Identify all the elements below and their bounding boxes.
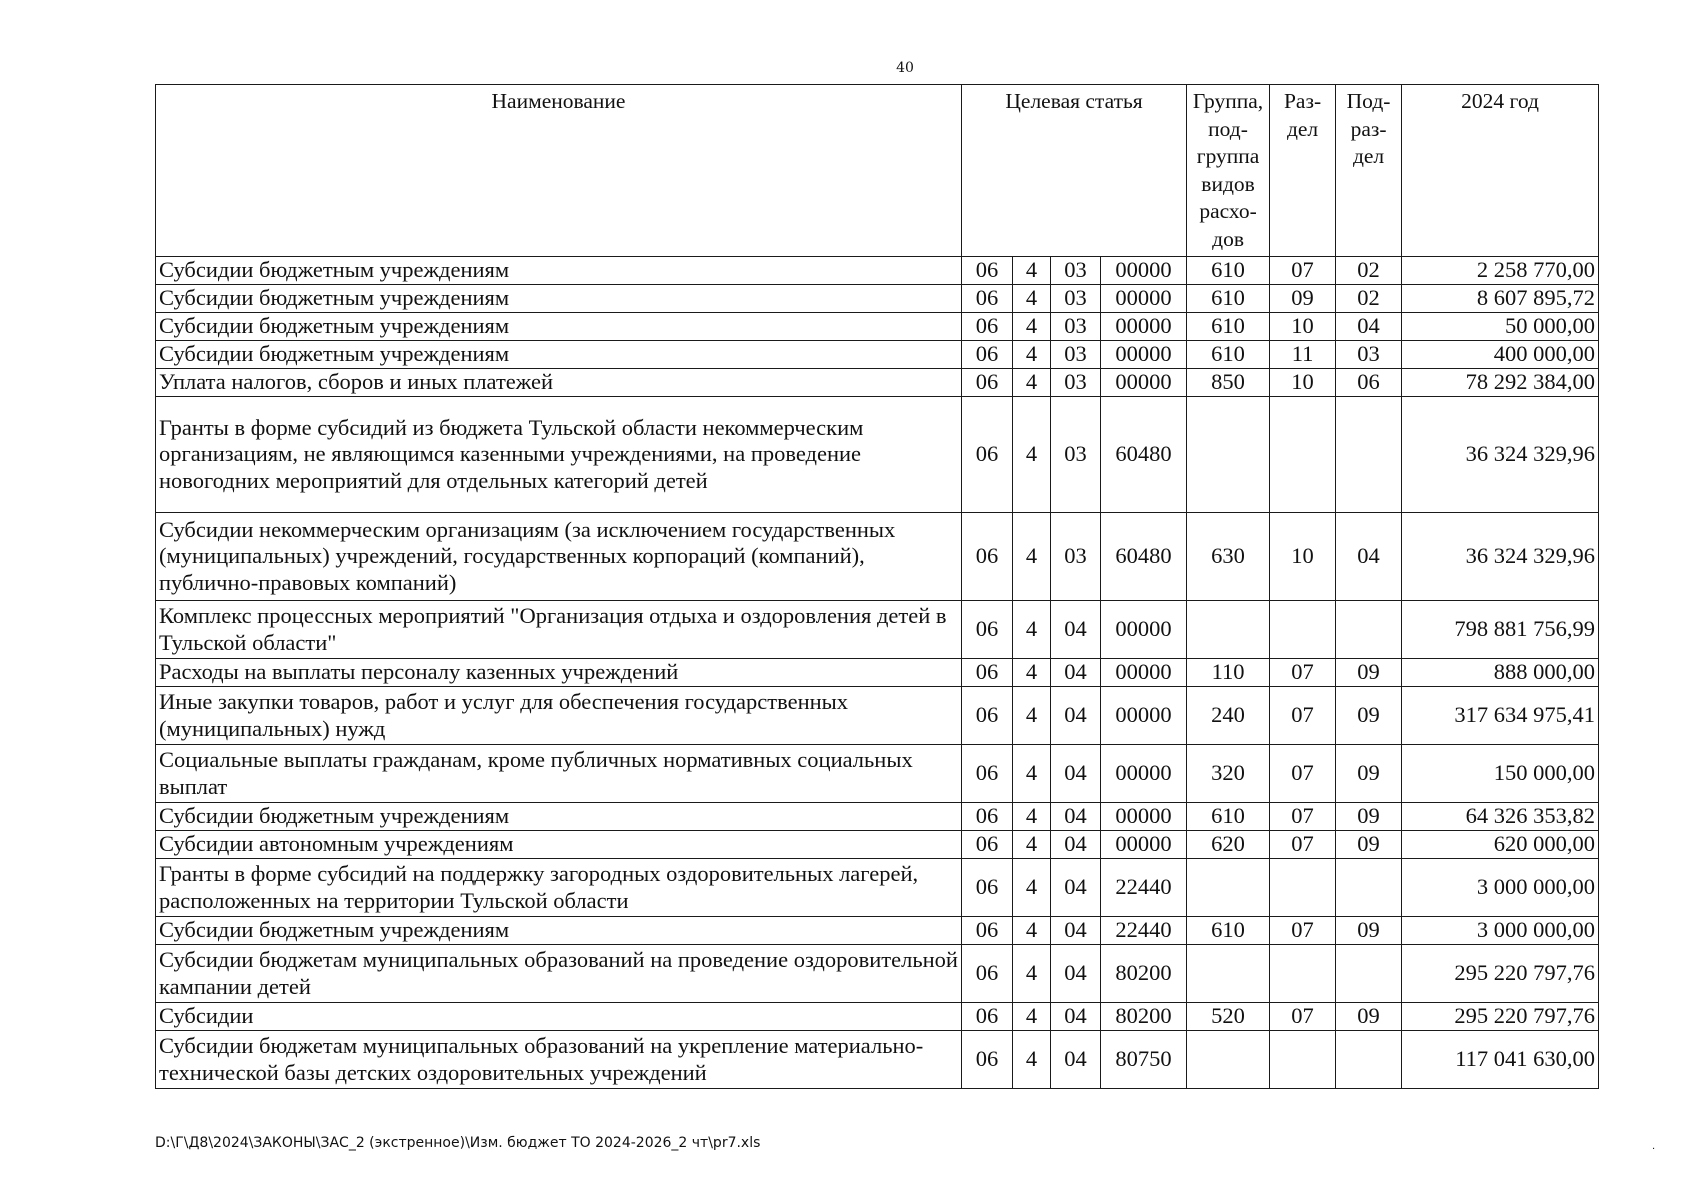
row-section: 07 — [1270, 1003, 1336, 1031]
row-expense-group — [1187, 945, 1270, 1003]
row-subsection — [1336, 945, 1402, 1003]
row-section: 10 — [1270, 313, 1336, 341]
row-target-type: 4 — [1013, 831, 1051, 859]
row-target-program: 06 — [962, 1003, 1013, 1031]
table-body — [156, 257, 1599, 1089]
row-amount: 8 607 895,72 — [1402, 285, 1599, 313]
row-expense-group: 610 — [1187, 917, 1270, 945]
row-target-type: 4 — [1013, 859, 1051, 917]
row-target-program: 06 — [962, 285, 1013, 313]
table-row — [156, 687, 1599, 745]
row-target-subprogram: 04 — [1051, 1003, 1101, 1031]
table-row — [156, 945, 1599, 1003]
row-expense-group — [1187, 859, 1270, 917]
row-target-type: 4 — [1013, 945, 1051, 1003]
row-amount: 400 000,00 — [1402, 341, 1599, 369]
row-target-direction: 80750 — [1101, 1031, 1187, 1089]
row-name: Субсидии бюджетным учреждениям — [156, 285, 962, 313]
row-target-program: 06 — [962, 313, 1013, 341]
table-row — [156, 659, 1599, 687]
row-subsection — [1336, 859, 1402, 917]
row-expense-group — [1187, 601, 1270, 659]
row-target-direction: 00000 — [1101, 341, 1187, 369]
row-name: Гранты в форме субсидий на поддержку загородных оздоровительных лагерей, расположенных на территории Тульской области — [156, 859, 962, 917]
row-amount: 3 000 000,00 — [1402, 917, 1599, 945]
row-amount: 295 220 797,76 — [1402, 1003, 1599, 1031]
row-expense-group: 610 — [1187, 313, 1270, 341]
row-target-type: 4 — [1013, 397, 1051, 513]
table-row — [156, 397, 1599, 513]
row-target-type: 4 — [1013, 745, 1051, 803]
row-target-subprogram: 03 — [1051, 285, 1101, 313]
table-row — [156, 859, 1599, 917]
row-target-subprogram: 04 — [1051, 601, 1101, 659]
row-name: Социальные выплаты гражданам, кроме публичных нормативных социальных выплат — [156, 745, 962, 803]
row-name: Уплата налогов, сборов и иных платежей — [156, 369, 962, 397]
row-target-type: 4 — [1013, 369, 1051, 397]
row-amount: 620 000,00 — [1402, 831, 1599, 859]
row-section: 11 — [1270, 341, 1336, 369]
row-target-program: 06 — [962, 803, 1013, 831]
row-target-direction: 00000 — [1101, 803, 1187, 831]
row-target-type: 4 — [1013, 687, 1051, 745]
row-subsection: 06 — [1336, 369, 1402, 397]
row-expense-group: 520 — [1187, 1003, 1270, 1031]
row-expense-group: 110 — [1187, 659, 1270, 687]
row-target-direction: 80200 — [1101, 1003, 1187, 1031]
row-target-program: 06 — [962, 859, 1013, 917]
file-path-footer: D:\Г\Д8\2024\ЗАКОНЫ\ЗАС_2 (экстренное)\Изм. бюджет ТО 2024-2026_2 чт\pr7.xls — [155, 1135, 761, 1151]
row-target-type: 4 — [1013, 1031, 1051, 1089]
row-target-type: 4 — [1013, 285, 1051, 313]
row-target-subprogram: 04 — [1051, 803, 1101, 831]
row-name: Субсидии — [156, 1003, 962, 1031]
row-section — [1270, 859, 1336, 917]
header-name: Наименование — [156, 85, 962, 257]
row-section — [1270, 397, 1336, 513]
row-target-direction: 00000 — [1101, 831, 1187, 859]
row-subsection: 09 — [1336, 687, 1402, 745]
row-section: 07 — [1270, 831, 1336, 859]
row-section: 10 — [1270, 513, 1336, 601]
row-target-subprogram: 04 — [1051, 945, 1101, 1003]
row-amount: 888 000,00 — [1402, 659, 1599, 687]
row-amount: 798 881 756,99 — [1402, 601, 1599, 659]
row-section: 07 — [1270, 917, 1336, 945]
row-section: 07 — [1270, 745, 1336, 803]
row-subsection: 02 — [1336, 257, 1402, 285]
row-name: Субсидии бюджетным учреждениям — [156, 803, 962, 831]
row-section: 07 — [1270, 687, 1336, 745]
row-target-type: 4 — [1013, 803, 1051, 831]
row-amount: 50 000,00 — [1402, 313, 1599, 341]
table-row — [156, 745, 1599, 803]
row-subsection: 04 — [1336, 313, 1402, 341]
table-row — [156, 917, 1599, 945]
row-subsection: 09 — [1336, 1003, 1402, 1031]
row-target-program: 06 — [962, 917, 1013, 945]
row-section — [1270, 1031, 1336, 1089]
row-target-direction: 00000 — [1101, 313, 1187, 341]
row-subsection — [1336, 397, 1402, 513]
row-target-direction: 00000 — [1101, 369, 1187, 397]
row-amount: 2 258 770,00 — [1402, 257, 1599, 285]
row-name: Субсидии бюджетным учреждениям — [156, 257, 962, 285]
row-target-direction: 00000 — [1101, 601, 1187, 659]
row-name: Субсидии автономным учреждениям — [156, 831, 962, 859]
row-name: Комплекс процессных мероприятий "Организация отдыха и оздоровления детей в Тульской области" — [156, 601, 962, 659]
row-target-program: 06 — [962, 257, 1013, 285]
row-target-subprogram: 04 — [1051, 745, 1101, 803]
row-name: Гранты в форме субсидий из бюджета Тульской области некоммерческим организациям, не являющимся казенными учреждениями, на проведение новогодних мероприятий для отдельных категорий детей — [156, 397, 962, 513]
table-row — [156, 831, 1599, 859]
row-target-subprogram: 03 — [1051, 397, 1101, 513]
row-section: 09 — [1270, 285, 1336, 313]
table-row — [156, 341, 1599, 369]
row-subsection: 03 — [1336, 341, 1402, 369]
row-expense-group: 610 — [1187, 257, 1270, 285]
row-subsection: 09 — [1336, 917, 1402, 945]
row-section — [1270, 945, 1336, 1003]
row-target-subprogram: 04 — [1051, 831, 1101, 859]
row-target-type: 4 — [1013, 601, 1051, 659]
row-amount: 36 324 329,96 — [1402, 397, 1599, 513]
row-section: 10 — [1270, 369, 1336, 397]
row-target-subprogram: 03 — [1051, 313, 1101, 341]
row-target-type: 4 — [1013, 1003, 1051, 1031]
table-row — [156, 1031, 1599, 1089]
row-target-direction: 00000 — [1101, 257, 1187, 285]
row-target-direction: 00000 — [1101, 745, 1187, 803]
row-expense-group: 620 — [1187, 831, 1270, 859]
row-expense-group: 850 — [1187, 369, 1270, 397]
header-section: Раз- дел — [1270, 85, 1336, 257]
header-subsection: Под- раз- дел — [1336, 85, 1402, 257]
row-target-direction: 22440 — [1101, 917, 1187, 945]
row-name: Субсидии некоммерческим организациям (за исключением государственных (муниципальных) учреждений, государственных корпораций (компаний), публично-правовых компаний) — [156, 513, 962, 601]
row-target-program: 06 — [962, 1031, 1013, 1089]
row-target-type: 4 — [1013, 257, 1051, 285]
row-amount: 64 326 353,82 — [1402, 803, 1599, 831]
table-row — [156, 803, 1599, 831]
row-expense-group: 240 — [1187, 687, 1270, 745]
row-target-subprogram: 03 — [1051, 341, 1101, 369]
row-expense-group: 610 — [1187, 341, 1270, 369]
row-target-direction: 60480 — [1101, 397, 1187, 513]
row-name: Иные закупки товаров, работ и услуг для обеспечения государственных (муниципальных) нужд — [156, 687, 962, 745]
row-section: 07 — [1270, 659, 1336, 687]
row-subsection: 02 — [1336, 285, 1402, 313]
row-section: 07 — [1270, 803, 1336, 831]
row-target-direction: 00000 — [1101, 687, 1187, 745]
row-target-subprogram: 03 — [1051, 513, 1101, 601]
row-name: Субсидии бюджетным учреждениям — [156, 313, 962, 341]
corner-mark: · — [1652, 1144, 1656, 1155]
row-target-direction: 22440 — [1101, 859, 1187, 917]
row-name: Субсидии бюджетам муниципальных образований на проведение оздоровительной кампании детей — [156, 945, 962, 1003]
table-row — [156, 313, 1599, 341]
row-amount: 295 220 797,76 — [1402, 945, 1599, 1003]
table-row — [156, 513, 1599, 601]
row-name: Субсидии бюджетам муниципальных образований на укрепление материально-технической базы детских оздоровительных учреждений — [156, 1031, 962, 1089]
row-name: Субсидии бюджетным учреждениям — [156, 917, 962, 945]
header-target-article: Целевая статья — [962, 85, 1187, 257]
row-target-subprogram: 04 — [1051, 859, 1101, 917]
row-target-direction: 80200 — [1101, 945, 1187, 1003]
table-row — [156, 369, 1599, 397]
row-target-program: 06 — [962, 513, 1013, 601]
header-expense-group: Группа, под- группа видов расхо- дов — [1187, 85, 1270, 257]
row-target-program: 06 — [962, 601, 1013, 659]
budget-table — [155, 84, 1599, 1089]
row-subsection: 09 — [1336, 831, 1402, 859]
row-expense-group: 320 — [1187, 745, 1270, 803]
row-target-program: 06 — [962, 341, 1013, 369]
row-target-subprogram: 04 — [1051, 1031, 1101, 1089]
row-subsection — [1336, 601, 1402, 659]
row-name: Субсидии бюджетным учреждениям — [156, 341, 962, 369]
row-target-program: 06 — [962, 687, 1013, 745]
table-row — [156, 257, 1599, 285]
row-name: Расходы на выплаты персоналу казенных учреждений — [156, 659, 962, 687]
row-target-subprogram: 04 — [1051, 659, 1101, 687]
row-target-program: 06 — [962, 397, 1013, 513]
table-row — [156, 1003, 1599, 1031]
page-number: 40 — [896, 60, 914, 76]
row-amount: 117 041 630,00 — [1402, 1031, 1599, 1089]
row-target-direction: 60480 — [1101, 513, 1187, 601]
row-section — [1270, 601, 1336, 659]
row-target-subprogram: 03 — [1051, 257, 1101, 285]
row-target-type: 4 — [1013, 917, 1051, 945]
row-target-subprogram: 03 — [1051, 369, 1101, 397]
row-subsection: 09 — [1336, 659, 1402, 687]
table-row — [156, 285, 1599, 313]
row-target-subprogram: 04 — [1051, 687, 1101, 745]
row-subsection — [1336, 1031, 1402, 1089]
row-target-program: 06 — [962, 745, 1013, 803]
row-target-program: 06 — [962, 659, 1013, 687]
table-row — [156, 601, 1599, 659]
header-year: 2024 год — [1402, 85, 1599, 257]
row-target-type: 4 — [1013, 659, 1051, 687]
row-expense-group — [1187, 1031, 1270, 1089]
row-amount: 317 634 975,41 — [1402, 687, 1599, 745]
row-target-type: 4 — [1013, 341, 1051, 369]
row-target-type: 4 — [1013, 513, 1051, 601]
row-target-program: 06 — [962, 369, 1013, 397]
row-subsection: 09 — [1336, 803, 1402, 831]
row-expense-group — [1187, 397, 1270, 513]
row-amount: 150 000,00 — [1402, 745, 1599, 803]
row-target-direction: 00000 — [1101, 285, 1187, 313]
row-expense-group: 630 — [1187, 513, 1270, 601]
row-target-type: 4 — [1013, 313, 1051, 341]
row-target-program: 06 — [962, 831, 1013, 859]
row-amount: 3 000 000,00 — [1402, 859, 1599, 917]
row-expense-group: 610 — [1187, 803, 1270, 831]
row-subsection: 09 — [1336, 745, 1402, 803]
row-target-program: 06 — [962, 945, 1013, 1003]
header-row — [156, 85, 1599, 257]
row-amount: 78 292 384,00 — [1402, 369, 1599, 397]
row-amount: 36 324 329,96 — [1402, 513, 1599, 601]
row-section: 07 — [1270, 257, 1336, 285]
row-target-subprogram: 04 — [1051, 917, 1101, 945]
row-subsection: 04 — [1336, 513, 1402, 601]
row-target-direction: 00000 — [1101, 659, 1187, 687]
row-expense-group: 610 — [1187, 285, 1270, 313]
